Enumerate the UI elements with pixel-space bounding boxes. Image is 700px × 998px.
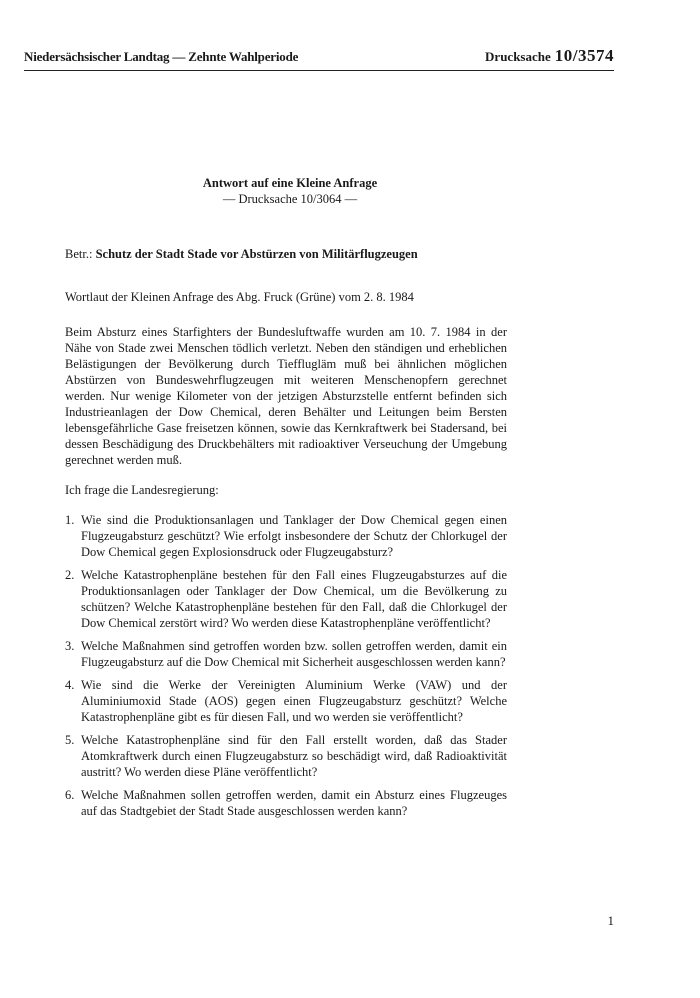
subject-text: Schutz der Stadt Stade vor Abstürzen von Militärflugzeugen (95, 247, 418, 261)
page-header (24, 46, 614, 71)
question-number: 2. (65, 568, 75, 582)
parliament-heading: Niedersächsischer Landtag — Zehnte Wahlperiode (24, 49, 299, 64)
page-number: 1 (607, 913, 614, 928)
question-item (65, 638, 507, 670)
question-item (65, 787, 507, 819)
document-title (140, 175, 440, 207)
drucksache-reference (485, 46, 614, 66)
question-text: Welche Maßnahmen sind getroffen worden bzw. sollen getroffen werden, damit ein Flugzeugabsturz auf die Dow Chemical mit Sicherheit ausgeschlossen werden kann? (81, 639, 507, 669)
question-text: Welche Maßnahmen sollen getroffen werden, damit ein Absturz eines Flugzeuges auf das Stadtgebiet der Stadt Stade ausgeschlossen werden kann? (81, 788, 507, 818)
title-line-1: Antwort auf eine Kleine Anfrage (202, 176, 378, 190)
question-item (65, 567, 507, 631)
subject-line (65, 246, 507, 262)
question-list (65, 512, 507, 826)
question-number: 3. (65, 639, 75, 653)
question-number: 1. (65, 513, 75, 527)
question-text: Welche Katastrophenpläne sind für den Fall erstellt worden, daß das Stader Atomkraftwerk durch einen Flugzeugabsturz so beschädigt wird, daß Radioaktivität austritt? Wo werden diese Pläne veröffentlicht? (81, 733, 507, 779)
question-text: Wie sind die Produktionsanlagen und Tanklager der Dow Chemical gegen einen Flugzeugabsturz geschützt? Wie erfolgt insbesondere der Schutz der Chlorkugel der Dow Chemical gegen Explosionsdruck oder Flugzeugabsturz? (81, 513, 507, 559)
question-number: 5. (65, 733, 75, 747)
question-item (65, 732, 507, 780)
question-intro: Ich frage die Landesregierung: (65, 483, 219, 497)
title-line-2: — Drucksache 10/3064 — (222, 192, 358, 206)
drucksache-number: 10/3574 (554, 46, 614, 65)
inquiry-intro: Wortlaut der Kleinen Anfrage des Abg. Fruck (Grüne) vom 2. 8. 1984 (65, 290, 414, 304)
question-text: Welche Katastrophenpläne bestehen für den Fall eines Flugzeugabsturzes auf die Produktionsanlagen oder Tanklager der Dow Chemical, um die Bevölkerung zu schützen? Welche Katastrophenpläne bestehen für den Fall, daß die Chlorkugel der Dow Chemical zerstört wird? Wo werden diese Katastrophenpläne veröffentlicht? (81, 568, 507, 630)
question-number: 6. (65, 788, 75, 802)
question-item (65, 512, 507, 560)
question-text: Wie sind die Werke der Vereinigten Aluminium Werke (VAW) und der Aluminiumoxid Stade (AOS) gegen einen Flugzeugabsturz geschützt? Welche Katastrophenpläne gibt es für diesen Fall, und wo werden sie veröffentlicht? (81, 678, 507, 724)
question-item (65, 677, 507, 725)
question-number: 4. (65, 678, 75, 692)
drucksache-label: Drucksache (485, 49, 551, 64)
inquiry-paragraph: Beim Absturz eines Starfighters der Bundesluftwaffe wurden am 10. 7. 1984 in der Nähe von Stade zwei Menschen tödlich verletzt. Neben den ständigen und erheblichen Belästigungen der Bevölkerung durch Tiefflugläm muß bei ähnlichen möglichen Abstürzen von Bundeswehrflugzeugen mit weiteren Menschenopfern gerechnet werden. Nur wenige Kilometer von der jetzigen Absturzstelle entfernt befinden sich Industrieanlagen der Dow Chemical, deren Behälter und Leitungen beim Bersten lebensgefährliche Gase freisetzen können, sowie das Kernkraftwerk bei Stadersand, bei dessen Beschädigung des Druckbehälters mit radioaktiver Verseuchung der Umgebung gerechnet werden muß. (65, 325, 507, 467)
subject-label: Betr.: (65, 247, 93, 261)
